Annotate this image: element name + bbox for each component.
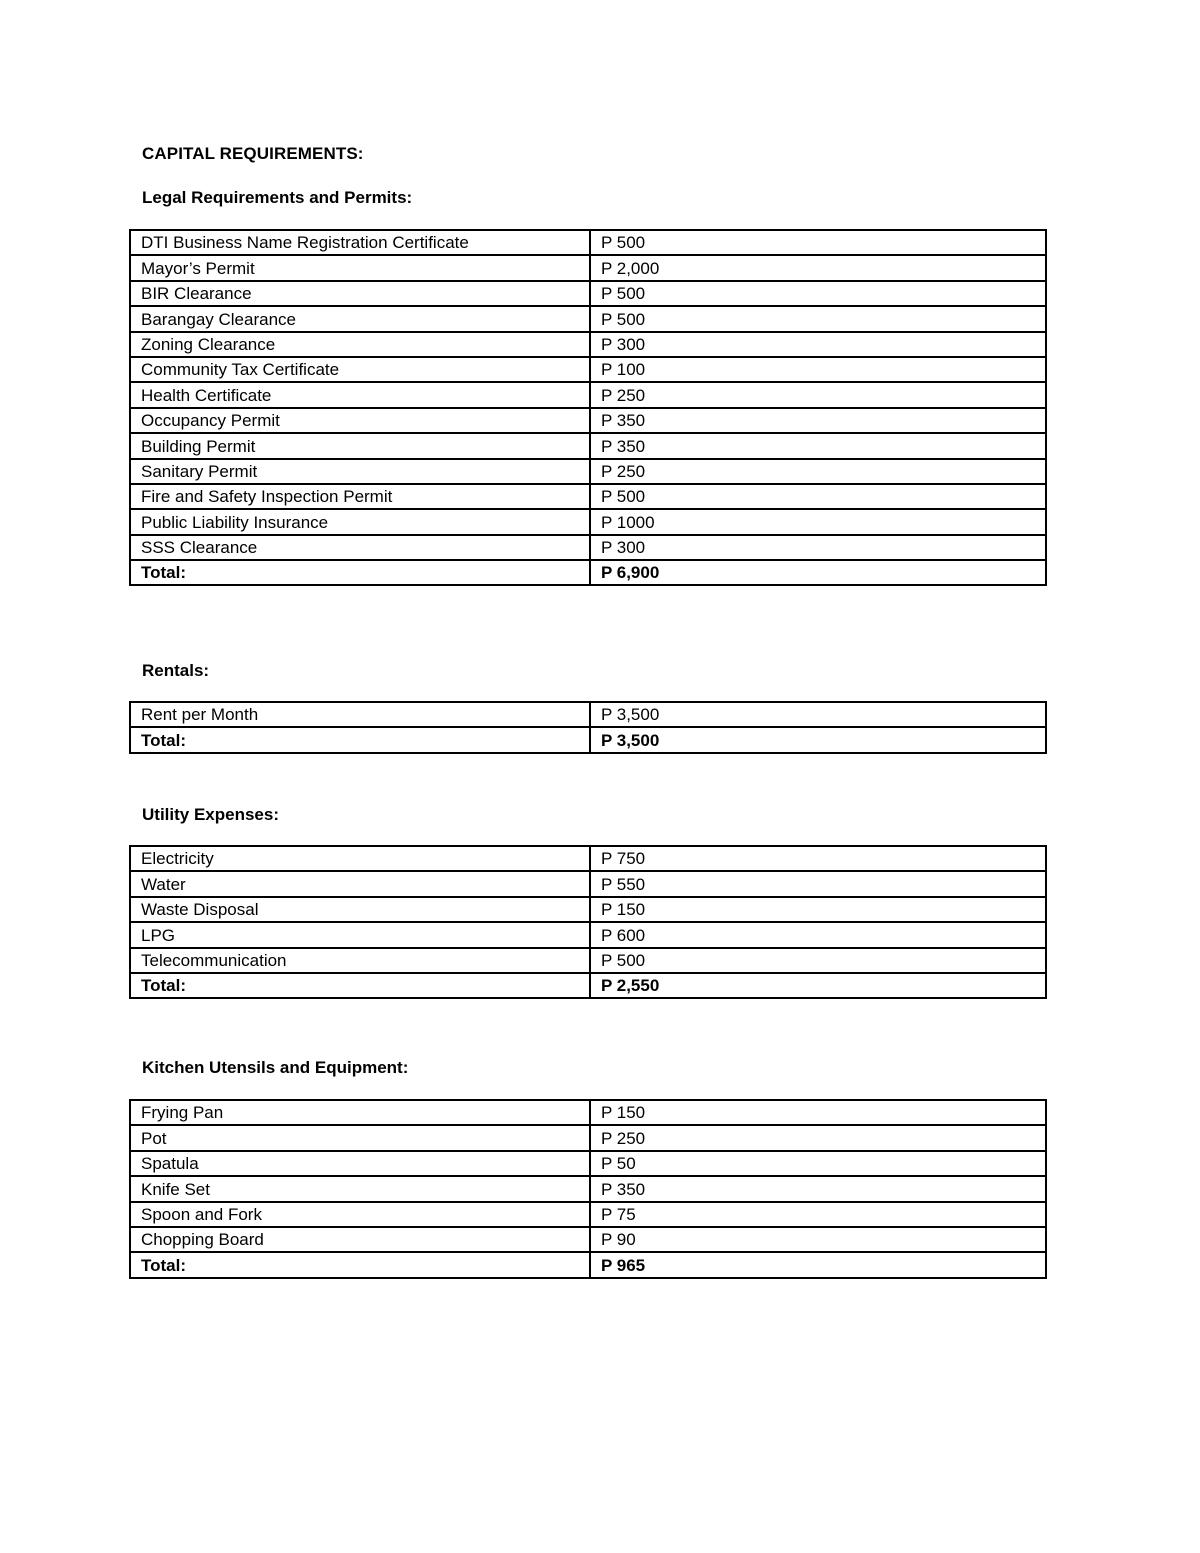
item-name-cell: Spatula	[130, 1151, 590, 1176]
item-cost-cell: P 350	[590, 408, 1046, 433]
item-name-cell: Telecommunication	[130, 948, 590, 973]
total-label-cell: Total:	[130, 560, 590, 585]
item-name-cell: Building Permit	[130, 433, 590, 458]
table-row	[130, 871, 1046, 896]
total-row	[130, 973, 1046, 998]
total-label-cell: Total:	[130, 727, 590, 752]
section-heading-legal: Legal Requirements and Permits:	[142, 188, 413, 207]
table-row	[130, 382, 1046, 407]
total-value-cell: P 3,500	[590, 727, 1046, 752]
item-cost-cell: P 500	[590, 230, 1046, 255]
item-cost-cell: P 75	[590, 1202, 1046, 1227]
item-name-cell: DTI Business Name Registration Certificate	[130, 230, 590, 255]
table-row	[130, 1202, 1046, 1227]
table-row	[130, 1176, 1046, 1201]
table-row	[130, 846, 1046, 871]
section-heading-utilities: Utility Expenses:	[142, 805, 279, 824]
table-row	[130, 509, 1046, 534]
page-title: CAPITAL REQUIREMENTS:	[142, 144, 364, 163]
legal-requirements-table	[129, 229, 1047, 586]
item-name-cell: Knife Set	[130, 1176, 590, 1201]
table-row	[130, 1227, 1046, 1252]
total-row	[130, 560, 1046, 585]
item-cost-cell: P 3,500	[590, 702, 1046, 727]
total-label-cell: Total:	[130, 973, 590, 998]
total-row	[130, 1252, 1046, 1277]
table-row	[130, 408, 1046, 433]
item-name-cell: Zoning Clearance	[130, 332, 590, 357]
item-name-cell: Sanitary Permit	[130, 459, 590, 484]
table-row	[130, 1100, 1046, 1125]
item-name-cell: Community Tax Certificate	[130, 357, 590, 382]
table-row	[130, 897, 1046, 922]
table-row	[130, 922, 1046, 947]
item-cost-cell: P 250	[590, 459, 1046, 484]
item-name-cell: Water	[130, 871, 590, 896]
table-row	[130, 357, 1046, 382]
item-cost-cell: P 250	[590, 1125, 1046, 1150]
item-name-cell: Health Certificate	[130, 382, 590, 407]
item-cost-cell: P 300	[590, 332, 1046, 357]
item-cost-cell: P 150	[590, 1100, 1046, 1125]
table-row	[130, 433, 1046, 458]
table-row	[130, 1125, 1046, 1150]
table-row	[130, 702, 1046, 727]
item-name-cell: Fire and Safety Inspection Permit	[130, 484, 590, 509]
item-cost-cell: P 500	[590, 948, 1046, 973]
item-cost-cell: P 1000	[590, 509, 1046, 534]
utility-expenses-table	[129, 845, 1047, 999]
item-name-cell: SSS Clearance	[130, 535, 590, 560]
table-row	[130, 459, 1046, 484]
item-name-cell: Public Liability Insurance	[130, 509, 590, 534]
total-value-cell: P 965	[590, 1252, 1046, 1277]
item-cost-cell: P 150	[590, 897, 1046, 922]
item-cost-cell: P 350	[590, 433, 1046, 458]
item-name-cell: Mayor’s Permit	[130, 255, 590, 280]
item-name-cell: Rent per Month	[130, 702, 590, 727]
kitchen-utensils-table	[129, 1099, 1047, 1279]
item-cost-cell: P 90	[590, 1227, 1046, 1252]
table-row	[130, 332, 1046, 357]
item-name-cell: Spoon and Fork	[130, 1202, 590, 1227]
item-name-cell: Waste Disposal	[130, 897, 590, 922]
item-name-cell: BIR Clearance	[130, 281, 590, 306]
item-name-cell: LPG	[130, 922, 590, 947]
total-row	[130, 727, 1046, 752]
item-cost-cell: P 300	[590, 535, 1046, 560]
item-cost-cell: P 2,000	[590, 255, 1046, 280]
total-label-cell: Total:	[130, 1252, 590, 1277]
item-name-cell: Pot	[130, 1125, 590, 1150]
item-name-cell: Electricity	[130, 846, 590, 871]
item-cost-cell: P 750	[590, 846, 1046, 871]
rentals-table	[129, 701, 1047, 754]
table-row	[130, 255, 1046, 280]
item-name-cell: Occupancy Permit	[130, 408, 590, 433]
table-row	[130, 484, 1046, 509]
table-row	[130, 1151, 1046, 1176]
item-cost-cell: P 100	[590, 357, 1046, 382]
table-row	[130, 535, 1046, 560]
total-value-cell: P 6,900	[590, 560, 1046, 585]
item-cost-cell: P 250	[590, 382, 1046, 407]
item-cost-cell: P 500	[590, 281, 1046, 306]
table-row	[130, 306, 1046, 331]
table-row	[130, 230, 1046, 255]
section-heading-kitchen: Kitchen Utensils and Equipment:	[142, 1058, 409, 1077]
item-cost-cell: P 500	[590, 306, 1046, 331]
item-cost-cell: P 350	[590, 1176, 1046, 1201]
item-cost-cell: P 600	[590, 922, 1046, 947]
item-name-cell: Chopping Board	[130, 1227, 590, 1252]
table-row	[130, 948, 1046, 973]
table-row	[130, 281, 1046, 306]
item-name-cell: Barangay Clearance	[130, 306, 590, 331]
item-cost-cell: P 50	[590, 1151, 1046, 1176]
item-name-cell: Frying Pan	[130, 1100, 590, 1125]
section-heading-rentals: Rentals:	[142, 661, 210, 680]
item-cost-cell: P 500	[590, 484, 1046, 509]
total-value-cell: P 2,550	[590, 973, 1046, 998]
item-cost-cell: P 550	[590, 871, 1046, 896]
